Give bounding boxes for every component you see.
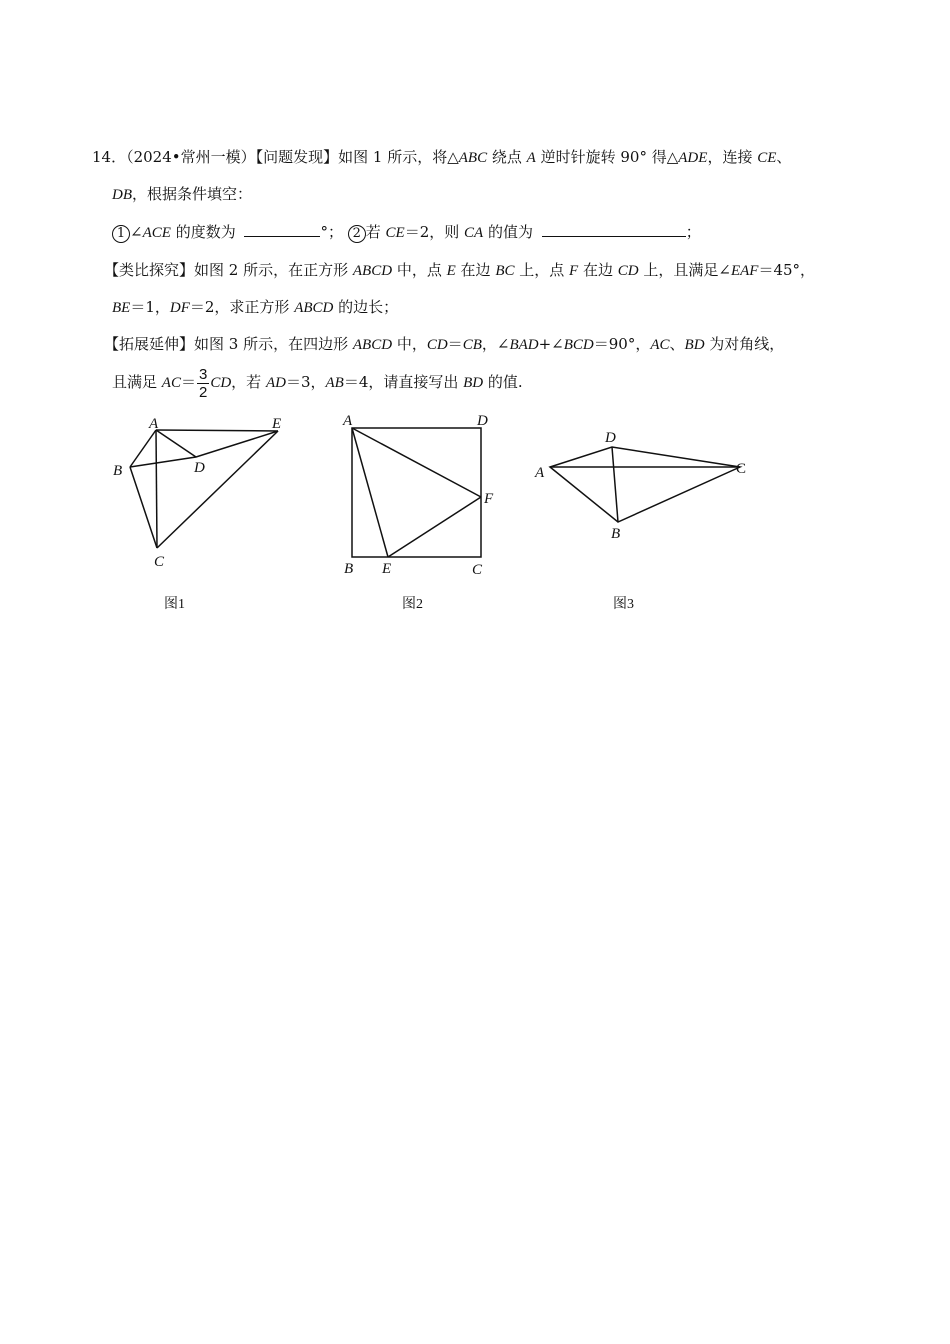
math: E: [446, 263, 456, 279]
segment-AE: [156, 430, 278, 431]
square-ABCD: [352, 428, 481, 557]
part2-heading: 【类比探究】: [104, 261, 195, 279]
segment-EF: [388, 497, 481, 557]
text: 且满足: [112, 373, 162, 391]
figure-1: [113, 416, 281, 612]
caption-fig1: 图1: [164, 597, 185, 612]
text: ＝: [447, 335, 463, 353]
math: CD: [210, 375, 232, 391]
figure-3: [534, 430, 746, 612]
text: ；: [685, 223, 701, 241]
math: ABCD: [352, 263, 393, 279]
math: BAD: [509, 337, 539, 353]
math: CD: [617, 263, 639, 279]
part1-heading: 【问题发现】: [255, 148, 339, 166]
math: CE: [385, 225, 405, 241]
math: DB: [112, 187, 132, 203]
text: ＝4，请直接写出: [343, 373, 464, 391]
label-A: A: [149, 416, 159, 432]
label-C: C: [154, 554, 165, 570]
diagonal-BD: [612, 447, 618, 522]
text: 在边: [455, 261, 496, 279]
text: ＝2，则: [404, 223, 465, 241]
text: ＝3，: [285, 373, 326, 391]
math: CD: [426, 337, 448, 353]
text: 逆时针旋转 90° 得△: [535, 148, 679, 166]
math: BD: [463, 375, 484, 391]
math: ABC: [458, 150, 488, 166]
math: BC: [495, 263, 515, 279]
text: 的值为: [483, 223, 538, 241]
text: ∠: [130, 223, 143, 241]
text: ，连接: [707, 148, 758, 166]
circled-number-1: 1: [112, 225, 130, 243]
text: 、: [776, 148, 792, 166]
quadrilateral-ADCB: [550, 447, 740, 522]
segment-AE: [352, 428, 388, 557]
segment-AC: [156, 430, 157, 548]
text: 若: [365, 223, 386, 241]
label-F: F: [484, 491, 494, 507]
label-D: D: [605, 430, 616, 446]
label-E: E: [382, 561, 392, 577]
math: AB: [325, 375, 344, 391]
part3-heading: 【拓展延伸】: [104, 335, 195, 353]
text: 绕点: [487, 148, 527, 166]
text: ＝: [180, 373, 196, 391]
math: BD: [684, 337, 705, 353]
text: 的边长；: [333, 298, 399, 316]
math: F: [569, 263, 579, 279]
fraction-numerator: 3: [198, 365, 208, 383]
text: 上，且满足∠: [638, 261, 731, 279]
label-C: C: [736, 461, 747, 477]
segment-AD: [156, 430, 196, 457]
math: CE: [757, 150, 777, 166]
math: EAF: [730, 263, 759, 279]
segment-CE: [157, 431, 278, 548]
label-A: A: [535, 465, 545, 481]
text: 如图 1 所示，将△: [338, 148, 459, 166]
text: 的值.: [483, 373, 523, 391]
figure-2: [342, 413, 494, 612]
text: 中，: [392, 335, 427, 353]
text: 如图 2 所示，在正方形: [194, 261, 353, 279]
text: ＝2，求正方形: [189, 298, 295, 316]
text: °；: [320, 223, 343, 241]
math: CB: [462, 337, 482, 353]
segment-AB: [130, 430, 156, 467]
text: ＝45°，: [758, 261, 816, 279]
text: ＝1，: [130, 298, 170, 316]
label-B: B: [611, 526, 621, 542]
math: CA: [464, 225, 484, 241]
text: ＝90°，: [593, 335, 651, 353]
label-C: C: [472, 562, 483, 578]
text: 中，点: [392, 261, 447, 279]
fraction-denominator: 2: [198, 383, 208, 401]
math: ADE: [678, 150, 708, 166]
problem-source: （2024•常州一模）: [126, 148, 256, 166]
math: BCD: [563, 337, 594, 353]
label-B: B: [113, 463, 123, 479]
label-D: D: [477, 413, 488, 429]
math: BE: [112, 300, 131, 316]
text: 的度数为: [170, 223, 241, 241]
text: ，若: [231, 373, 266, 391]
circled-number-2: 2: [348, 225, 366, 243]
text: 在边: [578, 261, 618, 279]
text: 如图 3 所示，在四边形: [194, 335, 353, 353]
math: ABCD: [352, 337, 393, 353]
text: 、: [669, 335, 685, 353]
segment-AF: [352, 428, 481, 497]
math: AC: [650, 337, 670, 353]
math: AC: [161, 375, 181, 391]
caption-fig2: 图2: [402, 597, 423, 612]
label-A: A: [343, 413, 353, 429]
caption-fig3: 图3: [613, 597, 634, 612]
text: 为对角线，: [704, 335, 785, 353]
segment-BC: [130, 467, 157, 548]
math: ABCD: [294, 300, 334, 316]
problem-number: 14．: [92, 148, 127, 166]
label-D: D: [194, 460, 205, 476]
text: ，∠: [481, 335, 510, 353]
label-E: E: [272, 416, 282, 432]
text: ，根据条件填空：: [132, 185, 253, 203]
text: +∠: [538, 335, 564, 353]
math: DF: [169, 300, 190, 316]
math: A: [526, 150, 536, 166]
text: 上，点: [514, 261, 570, 279]
math: AD: [265, 375, 286, 391]
label-B: B: [344, 561, 354, 577]
math: ACE: [142, 225, 171, 241]
